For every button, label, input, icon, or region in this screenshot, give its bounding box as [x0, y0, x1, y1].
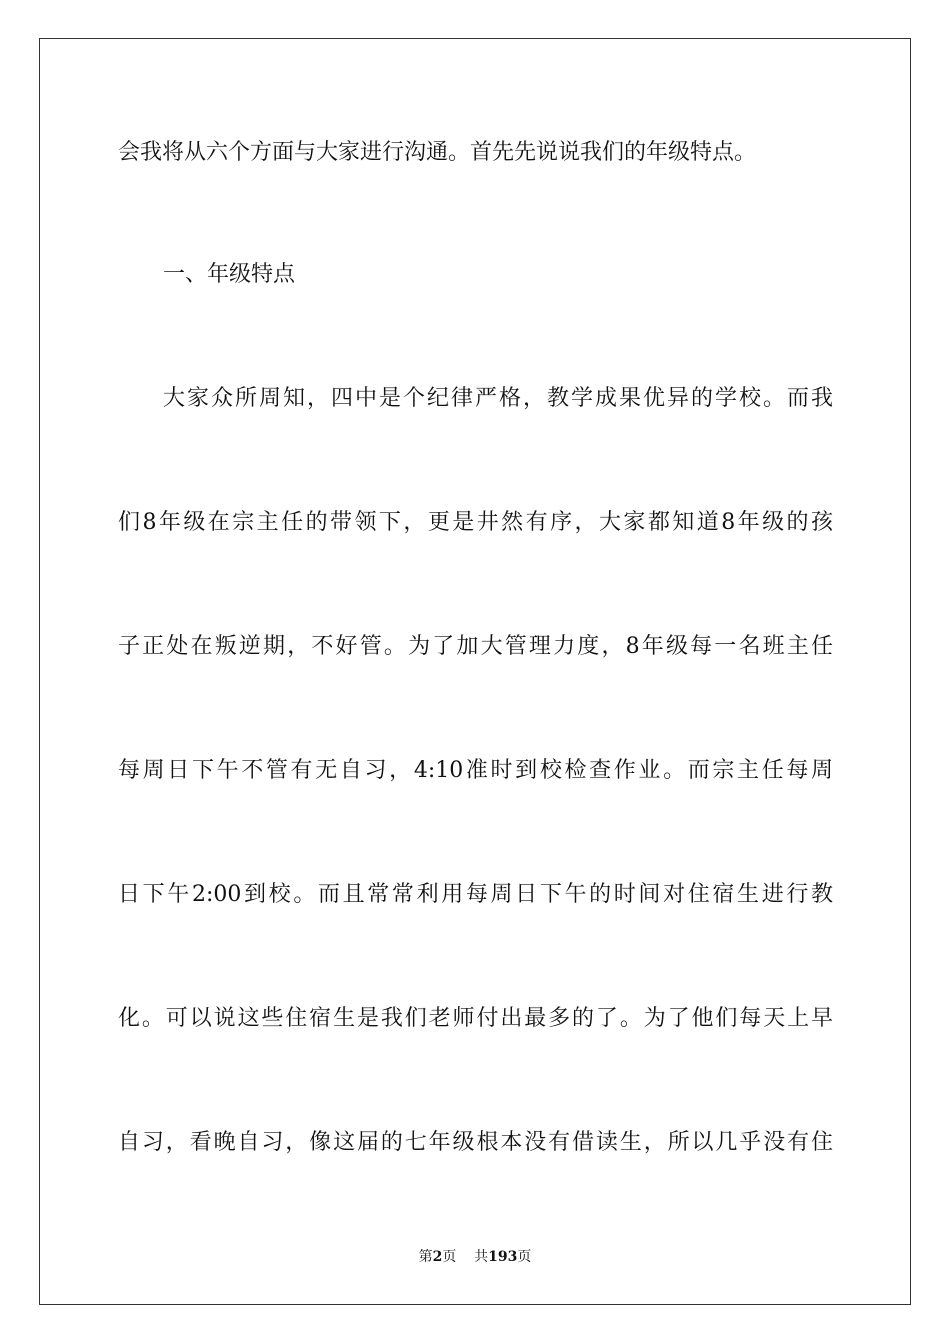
section-heading: 一、年级特点 — [163, 262, 296, 287]
footer-total-suffix: 页 — [517, 1249, 532, 1265]
footer-page-suffix: 页 — [442, 1249, 457, 1265]
footer-total-number: 193 — [488, 1249, 518, 1265]
body-line-8: 化。可以说这些住宿生是我们老师付出最多的了。为了他们每天上早 — [118, 1006, 833, 1031]
page-footer — [0, 1248, 950, 1266]
body-line-6: 每周日下午不管有无自习，4:10准时到校检查作业。而宗主任每周 — [118, 758, 833, 783]
body-line-7: 日下午2:00到校。而且常常利用每周日下午的时间对住宿生进行教 — [118, 882, 833, 907]
footer-page-prefix: 第 — [418, 1249, 433, 1265]
body-line-4: 们8年级在宗主任的带领下，更是井然有序，大家都知道8年级的孩 — [118, 510, 833, 535]
body-line-1: 会我将从六个方面与大家进行沟通。首先先说说我们的年级特点。 — [118, 140, 757, 165]
body-line-3: 大家众所周知，四中是个纪律严格，教学成果优异的学校。而我 — [163, 386, 833, 411]
footer-total-prefix: 共 — [474, 1249, 489, 1265]
body-line-5: 子正处在叛逆期，不好管。为了加大管理力度，8年级每一名班主任 — [118, 634, 833, 659]
page-frame — [39, 38, 911, 1305]
footer-page-number: 2 — [432, 1249, 443, 1265]
body-line-9: 自习，看晚自习，像这届的七年级根本没有借读生，所以几乎没有住 — [118, 1130, 833, 1155]
